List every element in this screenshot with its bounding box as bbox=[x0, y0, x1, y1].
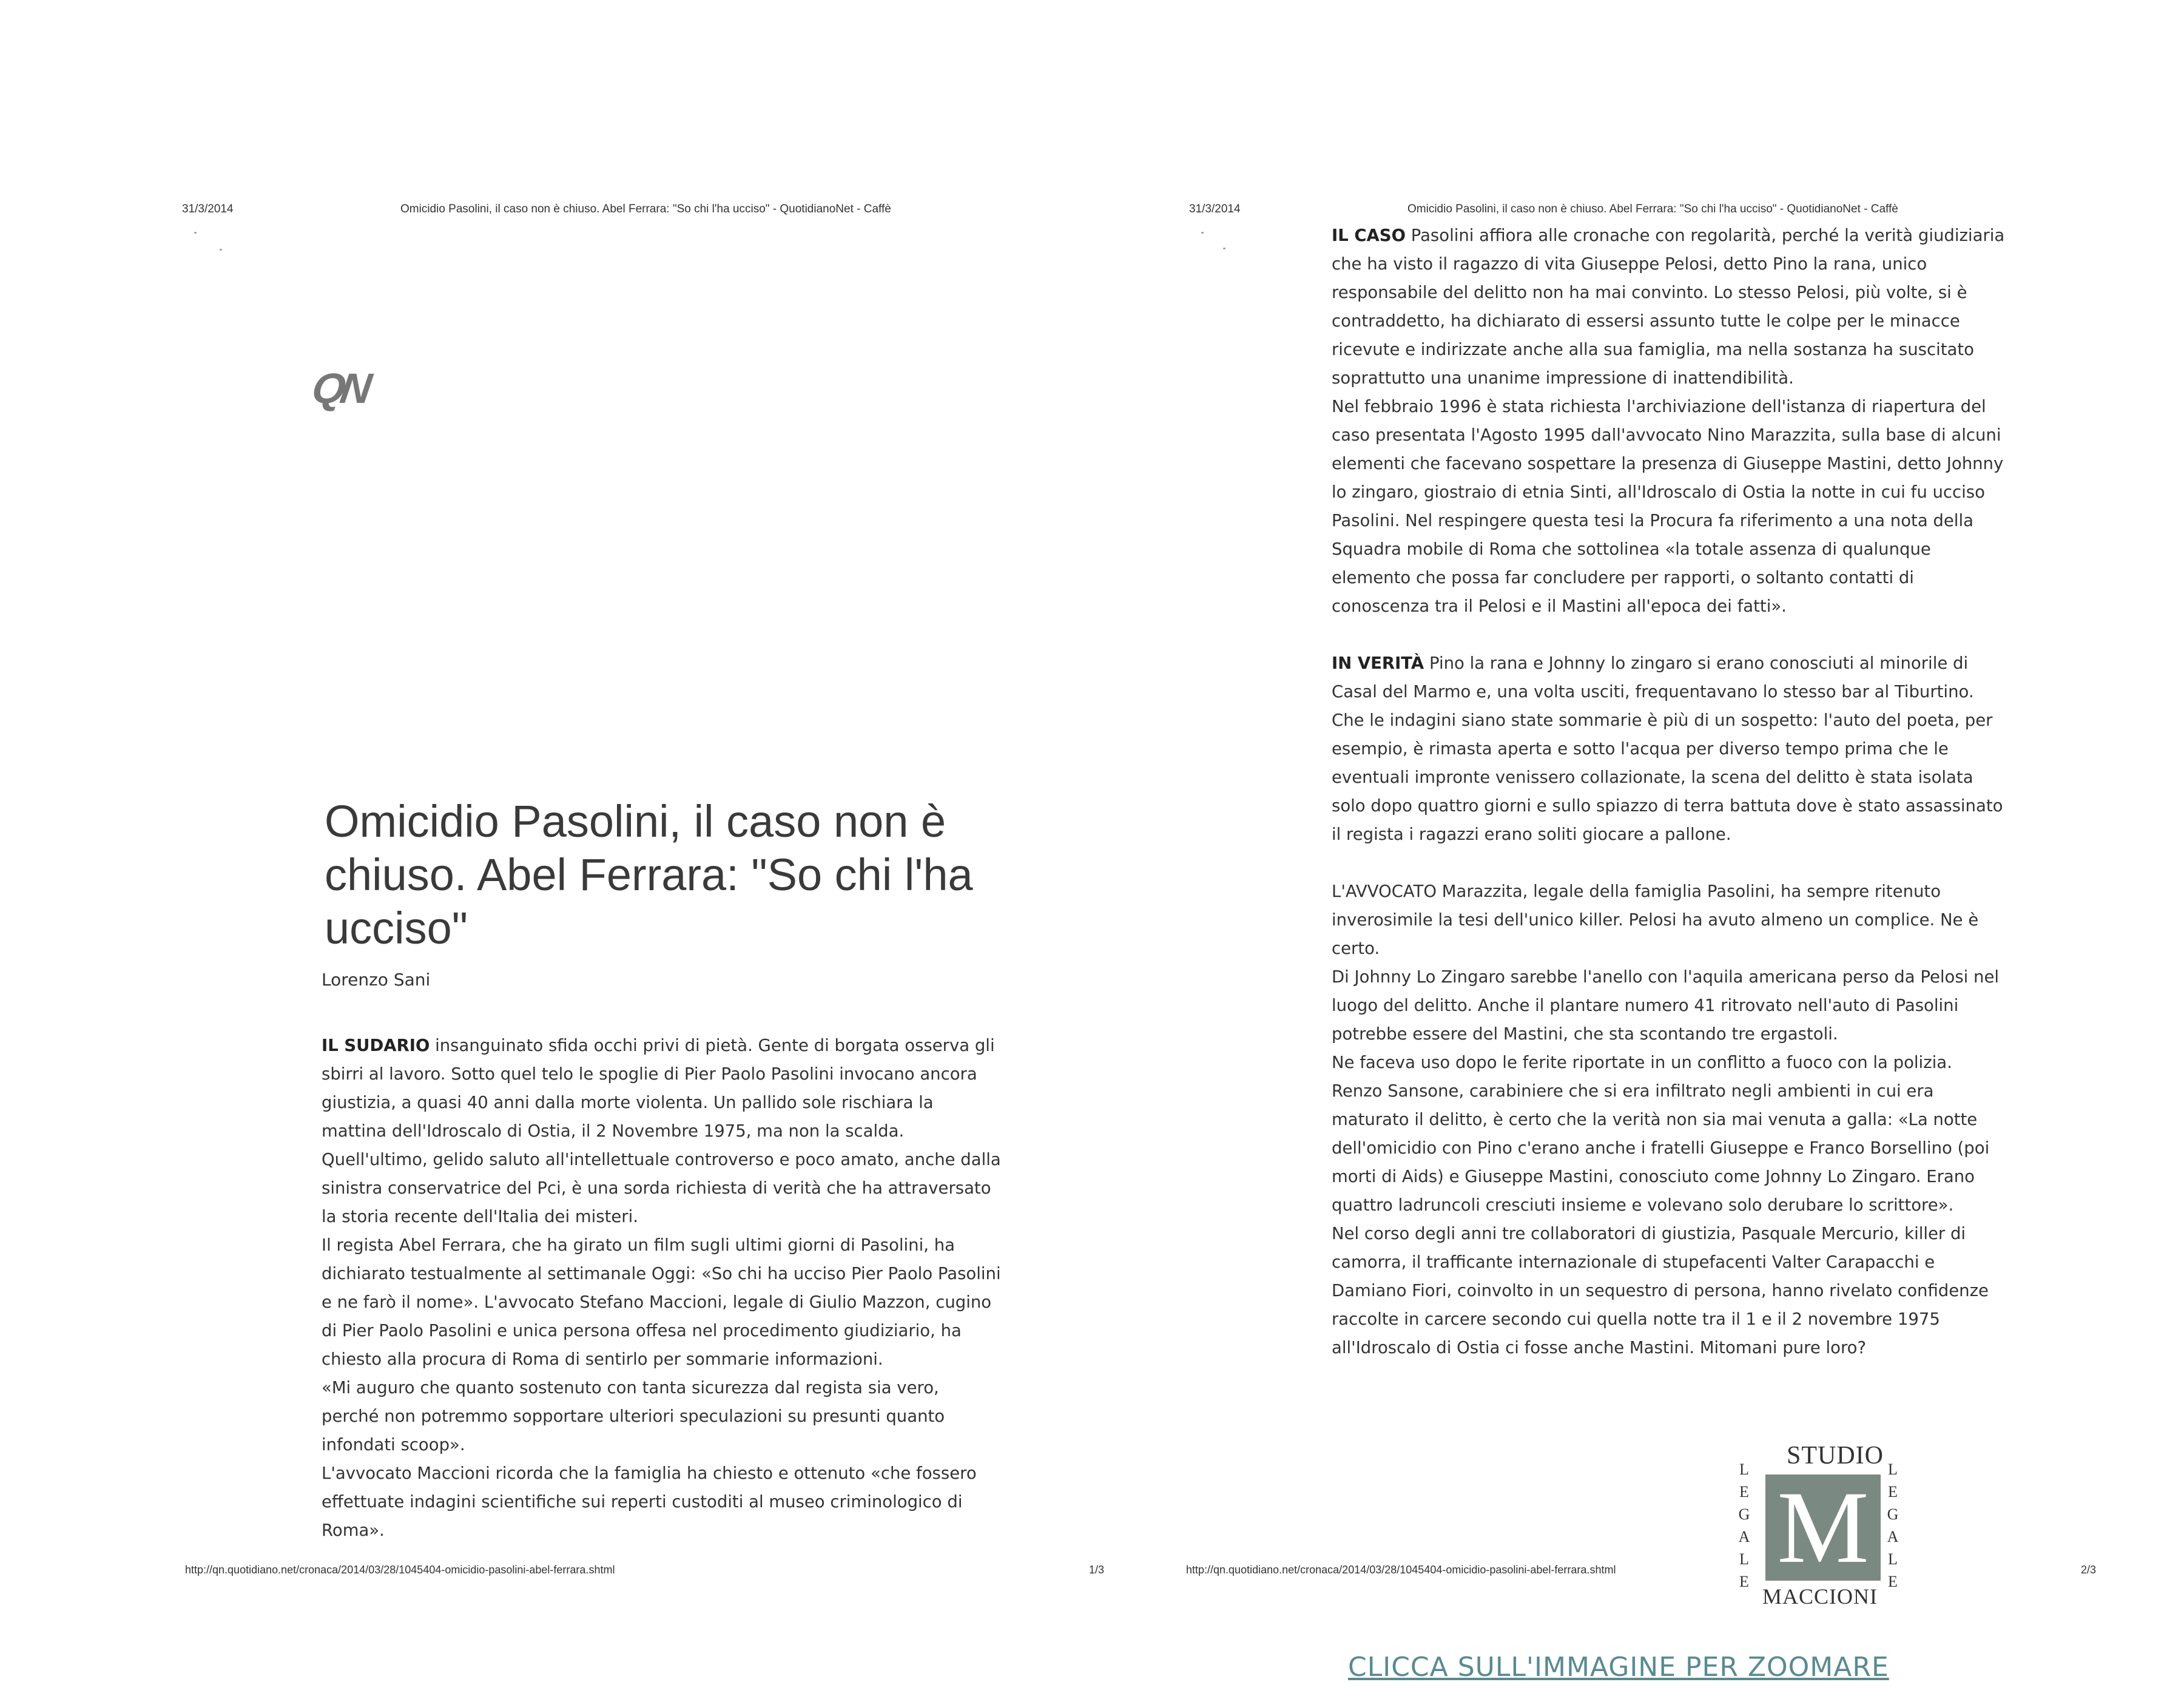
paragraph-text: Pino la rana e Johnny lo zingaro si erano conosciuti al minorile di Casal del Marmo e, una volta usciti, frequentavano lo stesso bar al Tiburtino. Che le indagini siano state sommarie è più di un sospetto: l'auto del poeta, per esempio, è rimasta aperta e sotto l'acqua per diverso tempo prima che le eventuali impronte venissero collazionate, la scena del delitto è stata isolata solo dopo quattro giorni e sullo spiazzo di terra battuta dove è stato assassinato il regista i ragazzi erano soliti giocare a pallone. bbox=[1332, 654, 2003, 844]
scanned-page-1 bbox=[176, 0, 1183, 1608]
paragraph: Di Johnny Lo Zingaro sarebbe l'anello con l'aquila americana perso da Pelosi nel luogo del delitto. Anche il plantare numero 41 ritrovato nell'auto di Pasolini potrebbe essere del Mastini, che sta scontando tre ergastoli. bbox=[1332, 967, 2000, 1044]
zoom-link[interactable]: CLICCA SULL'IMMAGINE PER ZOOMARE bbox=[1348, 1652, 1889, 1683]
header-title: Omicidio Pasolini, il caso non è chiuso. Abel Ferrara: "So chi l'ha ucciso" - QuotidianoNet - Caffè bbox=[400, 203, 891, 215]
footer-url: http://qn.quotidiano.net/cronaca/2014/03/28/1045404-omicidio-pasolini-abel-ferrara.shtml bbox=[1186, 1564, 1616, 1576]
paragraph bbox=[322, 1032, 1001, 1231]
paragraph-text: Pasolini affiora alle cronache con regolarità, perché la verità giudiziaria che ha visto il ragazzo di vita Giuseppe Pelosi, detto Pino la rana, unico responsabile del delitto non ha mai convinto. Lo stesso Pelosi, più volte, si è contraddetto, ha dichiarato di essersi assunto tutte le colpe per le minacce ricevute e indirizzate anche alla sua famiglia, ma nella sostanza ha suscitato soprattutto una unanime impressione di inattendibilità. bbox=[1332, 226, 2005, 388]
article-body bbox=[1332, 221, 2011, 1362]
paragraph: L'AVVOCATO Marazzita, legale della famiglia Pasolini, ha sempre ritenuto inverosimile la tesi dell'unico killer. Pelosi ha avuto almeno un complice. Ne è certo. bbox=[1332, 882, 1979, 958]
footer-url: http://qn.quotidiano.net/cronaca/2014/03/28/1045404-omicidio-pasolini-abel-ferrara.shtml bbox=[185, 1564, 615, 1576]
scanned-page-2 bbox=[1183, 0, 2184, 1608]
qn-logo: QN bbox=[309, 365, 370, 412]
logo-monogram: M bbox=[1765, 1474, 1881, 1581]
paragraph: Renzo Sansone, carabiniere che si era infiltrato negli ambienti in cui era maturato il delitto, è certo che la verità non sia mai venuta a galla: «La notte dell'omicidio con Pino c'erano anche i fratelli Giuseppe e Franco Borsellino (poi morti di Aids) e Giuseppe Mastini, conosciuto come Johnny Lo Zingaro. Erano quattro ladruncoli cresciuti insieme e volevano solo derubare lo scrittore». bbox=[1332, 1081, 1990, 1215]
footer-page-number: 1/3 bbox=[1089, 1564, 1105, 1576]
lead-in: IN VERITÀ bbox=[1332, 654, 1424, 673]
paragraph: L'avvocato Maccioni ricorda che la famiglia ha chiesto e ottenuto «che fossero effettuate indagini scientifiche sui reperti custoditi al museo criminologico di Roma». bbox=[322, 1464, 977, 1540]
article-body bbox=[322, 1032, 1001, 1545]
header-date: 31/3/2014 bbox=[182, 203, 234, 215]
scan-speck bbox=[1223, 248, 1225, 249]
paragraph: Nel corso degli anni tre collaboratori di giustizia, Pasquale Mercurio, killer di camorra, il trafficante internazionale di stupefacenti Valter Carapacchi e Damiano Fiori, coinvolto in un sequestro di persona, hanno rivelato confidenze raccolte in carcere secondo cui quella notte tra il 1 e il 2 novembre 1975 all'Idroscalo di Ostia ci fosse anche Mastini. Mitomani pure loro? bbox=[1332, 1224, 1989, 1357]
scan-speck bbox=[1201, 232, 1204, 234]
paragraph bbox=[1332, 221, 2011, 393]
paragraph: Nel febbraio 1996 è stata richiesta l'archiviazione dell'istanza di riapertura del caso presentata l'Agosto 1995 dall'avvocato Nino Marazzita, sulla base di alcuni elementi che facevano sospettare la presenza di Giuseppe Mastini, detto Johnny lo zingaro, giostraio di etnia Sinti, all'Idroscalo di Ostia la notte in cui fu ucciso Pasolini. Nel respingere questa tesi la Procura fa riferimento a una nota della Squadra mobile di Roma che sottolinea «la totale assenza di qualunque elemento che possa far concludere per rapporti, o soltanto contatti di conoscenza tra il Pelosi e il Mastini all'epoca dei fatti». bbox=[1332, 397, 2004, 616]
lead-in: IL SUDARIO bbox=[322, 1036, 430, 1055]
scan-speck bbox=[194, 232, 197, 234]
paragraph-text: insanguinato sfida occhi privi di pietà. Gente di borgata osserva gli sbirri al lavoro. Sotto quel telo le spoglie di Pier Paolo Pasolini invocano ancora giustizia, a quasi 40 anni dalla morte violenta. Un pallido sole rischiara la mattina dell'Idroscalo di Ostia, il 2 Novembre 1975, ma non la scalda. Quell'ultimo, gelido saluto all'intellettuale controverso e poco amato, anche dalla sinistra conservatrice del Pci, è una sorda richiesta di verità che ha attraversato la storia recente dell'Italia dei misteri. bbox=[322, 1036, 1001, 1226]
studio-legale-maccioni-logo bbox=[1735, 1441, 1905, 1608]
header-date: 31/3/2014 bbox=[1189, 203, 1241, 215]
author: Lorenzo Sani bbox=[322, 970, 431, 990]
paragraph: Ne faceva uso dopo le ferite riportate in un conflitto a fuoco con la polizia. bbox=[1332, 1053, 1952, 1072]
logo-legale-left: L E G A L E bbox=[1738, 1461, 1750, 1590]
paragraph: «Mi auguro che quanto sostenuto con tanta sicurezza dal regista sia vero, perché non potremmo sopportare ulteriori speculazioni su presunti quanto infondati scoop». bbox=[322, 1378, 945, 1454]
article-title: Omicidio Pasolini, il caso non è chiuso. Abel Ferrara: "So chi l'ha ucciso" bbox=[325, 796, 973, 953]
paragraph bbox=[1332, 649, 2011, 849]
logo-legale-right: L E G A L E bbox=[1887, 1461, 1899, 1590]
logo-studio-text: STUDIO bbox=[1787, 1442, 1884, 1470]
paragraph: Il regista Abel Ferrara, che ha girato un film sugli ultimi giorni di Pasolini, ha dichiarato testualmente al settimanale Oggi: «So chi ha ucciso Pier Paolo Pasolini e ne farò il nome». L'avvocato Stefano Maccioni, legale di Giulio Mazzon, cugino di Pier Paolo Pasolini e unica persona offesa nel procedimento giudiziario, ha chiesto alla procura di Roma di sentirlo per sommarie informazioni. bbox=[322, 1235, 1001, 1369]
scan-speck bbox=[220, 249, 222, 251]
logo-maccioni-text: MACCIONI bbox=[1762, 1584, 1878, 1609]
footer-page-number: 2/3 bbox=[2081, 1564, 2097, 1576]
header-title: Omicidio Pasolini, il caso non è chiuso. Abel Ferrara: "So chi l'ha ucciso" - QuotidianoNet - Caffè bbox=[1407, 203, 1898, 215]
lead-in: IL CASO bbox=[1332, 226, 1406, 245]
